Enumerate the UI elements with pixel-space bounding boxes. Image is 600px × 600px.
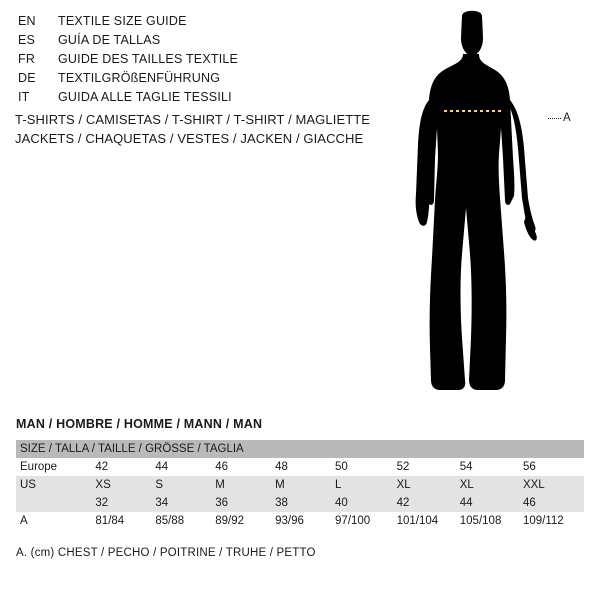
measure-leader-line (548, 118, 561, 119)
cell: 50 (333, 458, 395, 476)
cell: 36 (213, 494, 273, 512)
language-code: ES (18, 33, 36, 47)
cell: S (153, 476, 213, 494)
cell: 44 (153, 458, 213, 476)
cell: 46 (213, 458, 273, 476)
cell: 42 (93, 458, 153, 476)
language-title: GUIDA ALLE TAGLIE TESSILI (58, 90, 232, 104)
language-title: TEXTILE SIZE GUIDE (58, 14, 187, 28)
language-code: DE (18, 71, 36, 85)
cell: L (333, 476, 395, 494)
measure-label-a: A (563, 112, 571, 124)
language-code: IT (18, 90, 30, 104)
size-table (16, 440, 584, 530)
male-silhouette-icon (400, 8, 600, 408)
section-heading-man: MAN / HOMBRE / HOMME / MANN / MAN (16, 417, 263, 431)
garment-line-tshirts: T-SHIRTS / CAMISETAS / T-SHIRT / T-SHIRT / MAGLIETTE (15, 112, 371, 127)
language-row (18, 71, 378, 90)
language-row (18, 90, 378, 109)
cell: 89/92 (213, 512, 273, 530)
cell: 46 (521, 494, 584, 512)
garment-line-jackets: JACKETS / CHAQUETAS / VESTES / JACKEN / GIACCHE (15, 131, 364, 146)
table-header-label: SIZE / TALLA / TAILLE / GRÖSSE / TAGLIA (16, 440, 584, 458)
cell: 85/88 (153, 512, 213, 530)
body-figure (400, 8, 600, 408)
language-row (18, 33, 378, 52)
cell: 32 (93, 494, 153, 512)
cell: 52 (395, 458, 458, 476)
row-label-europe: Europe (16, 458, 93, 476)
cell: XXL (521, 476, 584, 494)
cell: M (273, 476, 333, 494)
cell: 97/100 (333, 512, 395, 530)
row-label-us: US (16, 476, 93, 494)
language-title: GUÍA DE TALLAS (58, 33, 161, 47)
table-row (16, 440, 584, 458)
cell: 81/84 (93, 512, 153, 530)
language-title: TEXTILGRÖßENFÜHRUNG (58, 71, 221, 85)
cell: M (213, 476, 273, 494)
language-row (18, 14, 378, 33)
language-list (18, 14, 378, 109)
cell: 48 (273, 458, 333, 476)
cell: XL (458, 476, 521, 494)
table-row (16, 476, 584, 494)
cell: 42 (395, 494, 458, 512)
table-row (16, 512, 584, 530)
table-row (16, 494, 584, 512)
garment-categories (15, 110, 415, 148)
language-row (18, 52, 378, 71)
cell: XS (93, 476, 153, 494)
cell: 40 (333, 494, 395, 512)
cell: 109/112 (521, 512, 584, 530)
footnote-chest: A. (cm) CHEST / PECHO / POITRINE / TRUHE / PETTO (16, 547, 316, 559)
cell: XL (395, 476, 458, 494)
row-label-a: A (16, 512, 93, 530)
cell: 101/104 (395, 512, 458, 530)
cell: 93/96 (273, 512, 333, 530)
cell: 44 (458, 494, 521, 512)
language-code: FR (18, 52, 36, 66)
table-row (16, 458, 584, 476)
cell: 105/108 (458, 512, 521, 530)
cell: 56 (521, 458, 584, 476)
cell: 34 (153, 494, 213, 512)
cell: 54 (458, 458, 521, 476)
row-label-us-numeric (16, 494, 93, 512)
language-title: GUIDE DES TAILLES TEXTILE (58, 52, 239, 66)
language-code: EN (18, 14, 36, 28)
cell: 38 (273, 494, 333, 512)
